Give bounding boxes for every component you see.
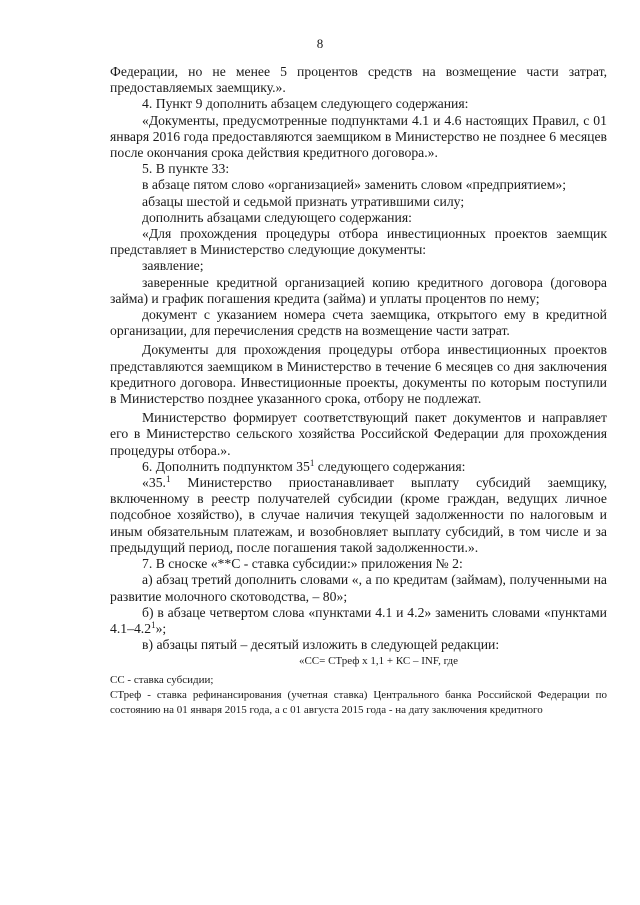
paragraph: «Для прохождения процедуры отбора инвестиционных проектов заемщик представляет в Министерство следующие документы: bbox=[110, 226, 607, 258]
paragraph bbox=[110, 459, 607, 475]
paragraph-text: следующего содержания: bbox=[317, 458, 466, 474]
paragraph-text: »; bbox=[155, 620, 167, 636]
paragraph: заверенные кредитной организацией копию кредитного договора (договора займа) и график погашения кредита (займа) и уплаты процентов по нему; bbox=[110, 274, 607, 306]
paragraph: 4. Пункт 9 дополнить абзацем следующего содержания: bbox=[142, 96, 469, 112]
paragraph: Документы для прохождения процедуры отбора инвестиционных проектов представляются заемщиком в Министерство в течение 6 месяцев со дня заключения кредитного договора. Инвестиционные проекты, документы по которым поступили в Министерство позднее указанного срока, отбору не подлежат. bbox=[110, 342, 607, 407]
paragraph-text: б) в абзаце четвертом слова «пунктами 4.1 и 4.2» заменить словами «пунктами 4.1–4.2 bbox=[110, 604, 607, 636]
paragraph: абзацы шестой и седьмой признать утратившими силу; bbox=[142, 193, 465, 209]
paragraph: 5. В пункте 33: bbox=[142, 161, 230, 177]
superscript: 1 bbox=[151, 619, 156, 630]
paragraph: Министерство формирует соответствующий пакет документов и направляет его в Министерство сельского хозяйства Российской Федерации для прохождения процедуры отбора.». bbox=[110, 410, 607, 458]
footnote-line: СТреф - ставка рефинансирования (учетная ставка) Центрального банка Российской Федерации по состоянию на 01 января 2015 года, а с 01 августа 2015 года - на дату заключения кредитного bbox=[110, 689, 607, 716]
page-number: 8 bbox=[316, 36, 324, 51]
paragraph: документ с указанием номера счета заемщика, открытого ему в кредитной организации, для перечисления средств на возмещение части затрат. bbox=[110, 307, 607, 339]
paragraph-text: 6. Дополнить подпунктом 35 bbox=[142, 458, 310, 474]
paragraph: «Документы, предусмотренные подпунктами 4.1 и 4.6 настоящих Правил, с 01 января 2016 года предоставляются заемщиком в Министерство не позднее 6 месяцев после окончания срока действия кредитного договора.». bbox=[110, 112, 607, 161]
paragraph: заявление; bbox=[142, 258, 204, 274]
superscript: 1 bbox=[165, 474, 171, 485]
paragraph: дополнить абзацами следующего содержания: bbox=[142, 209, 412, 225]
paragraph: в) абзацы пятый – десятый изложить в следующей редакции: bbox=[142, 637, 500, 653]
paragraph: 7. В сноске «**С - ставка субсидии:» приложения № 2: bbox=[142, 556, 463, 572]
superscript: 1 bbox=[309, 457, 315, 468]
paragraph bbox=[110, 605, 607, 637]
document-body bbox=[110, 64, 607, 718]
paragraph: а) абзац третий дополнить словами «, а по кредитам (займам), полученными на развитие молочного скотоводства, – 80»; bbox=[110, 572, 607, 604]
paragraph-text: «35. bbox=[142, 475, 166, 491]
footnote-line: СС - ставка субсидии; bbox=[110, 674, 214, 687]
paragraph-text: Министерство приостанавливает выплату субсидий заемщику, включенному в реестр получателей субсидии (кроме граждан, ведущих личное подсобное хозяйство), в случае наличия текущей задолженности по налоговым и иным обязательным платежам, и возобновляет выплату субсидий, в том числе и за предыдущий период, после погашения такой задолженности.». bbox=[110, 475, 607, 555]
paragraph bbox=[110, 475, 607, 556]
paragraph: Федерации, но не менее 5 процентов средств на возмещение части затрат, предоставляемых заемщику.». bbox=[110, 64, 607, 96]
formula: «СС= СТреф х 1,1 + КС – INF, где bbox=[298, 655, 459, 668]
paragraph: в абзаце пятом слово «организацией» заменить словом «предприятием»; bbox=[142, 177, 567, 193]
